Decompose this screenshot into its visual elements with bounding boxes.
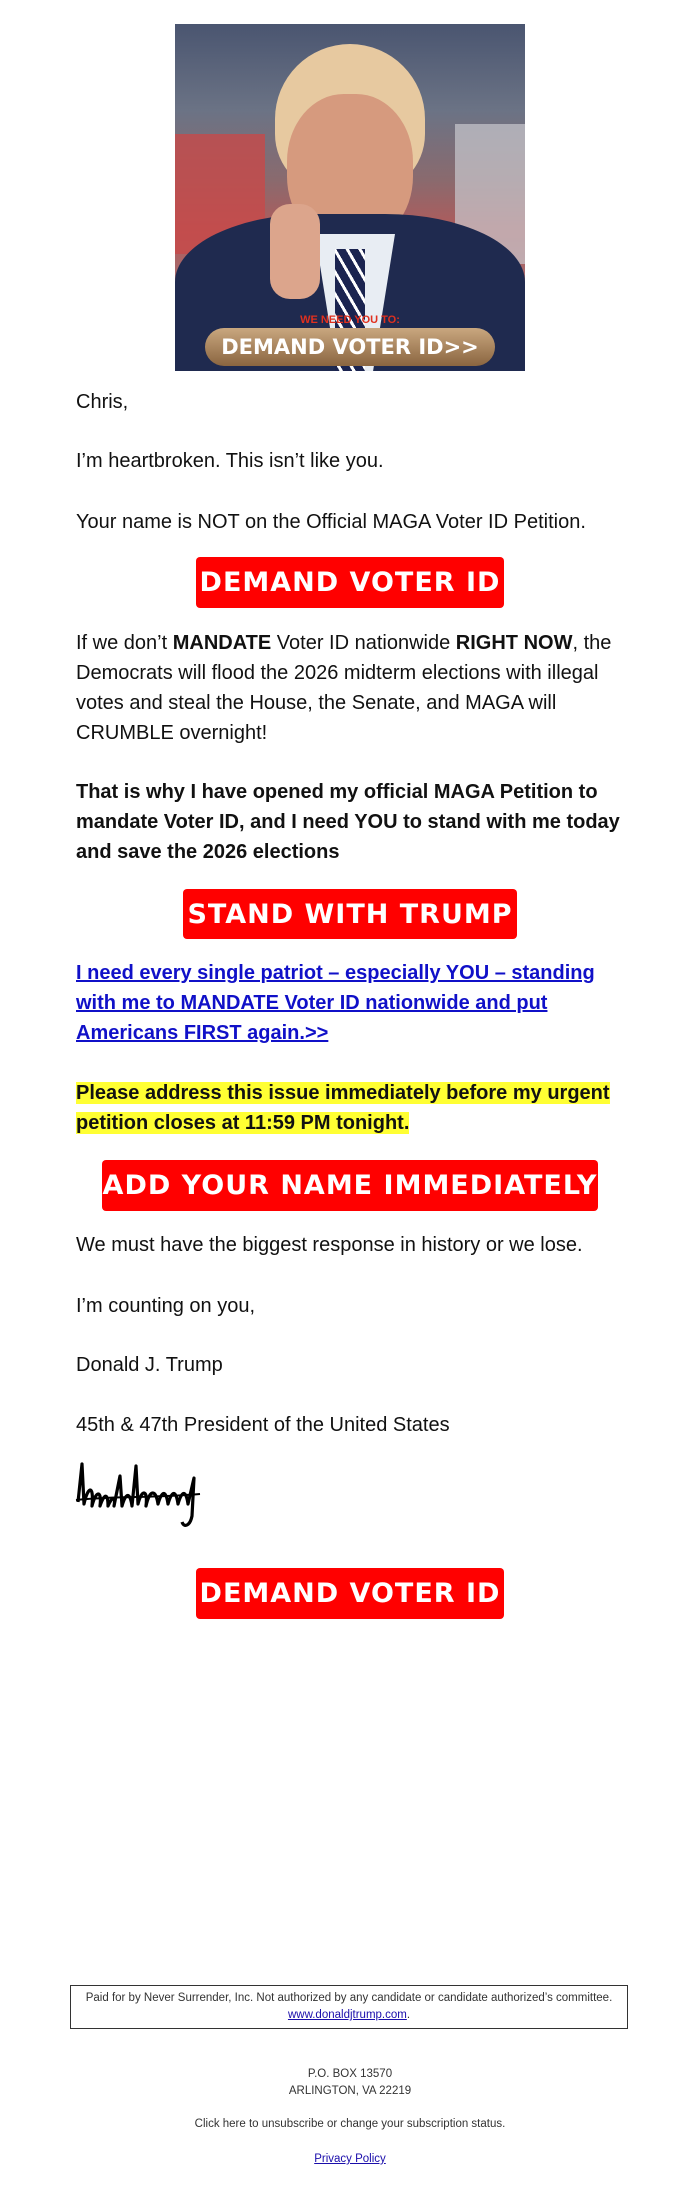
closing: I’m counting on you, xyxy=(76,1295,255,1317)
petition-link[interactable]: I need every single patriot – especially YOU – standing with me to MANDATE Voter ID nationwide and put Americans FIRST again.>> xyxy=(76,962,595,1044)
text: Voter ID nationwide xyxy=(271,632,456,654)
website-link[interactable]: www.donaldjtrump.com xyxy=(287,2009,407,2021)
paragraph: We must have the biggest response in history or we lose. xyxy=(76,1234,583,1256)
emphasis: MANDATE xyxy=(172,632,272,654)
disclaimer-box xyxy=(70,1985,628,2029)
add-your-name-button[interactable]: ADD YOUR NAME IMMEDIATELY xyxy=(102,1160,598,1211)
text: If we don’t xyxy=(76,632,173,654)
paragraph: I’m heartbroken. This isn’t like you. xyxy=(76,450,384,472)
hero-image[interactable] xyxy=(175,24,525,371)
address-line-2: ARLINGTON, VA 22219 xyxy=(288,2085,412,2097)
paragraph-mandate xyxy=(76,628,636,748)
punctuation: . xyxy=(406,2009,411,2021)
greeting: Chris, xyxy=(76,391,129,413)
disclaimer-text: Paid for by Never Surrender, Inc. Not authorized by any candidate or candidate authorized’s committee. xyxy=(85,1992,613,2004)
text: , the Democrats will flood the 2026 midterm elections with illegal votes and steal the House, the Senate, and MAGA will CRUMBLE overnight! xyxy=(76,632,612,744)
urgent-notice: Please address this issue immediately before my urgent petition closes at 11:59 PM tonight. xyxy=(76,1082,610,1134)
unsubscribe-link[interactable]: Click here to unsubscribe or change your subscription status. xyxy=(194,2118,506,2130)
address-line-1: P.O. BOX 13570 xyxy=(307,2068,393,2080)
stand-with-trump-button[interactable]: STAND WITH TRUMP xyxy=(183,889,517,939)
signature-image xyxy=(74,1456,214,1532)
demand-voter-id-button-bottom[interactable]: DEMAND VOTER ID xyxy=(196,1568,504,1619)
pointing-hand xyxy=(270,204,320,299)
demand-voter-id-button[interactable]: DEMAND VOTER ID xyxy=(196,557,504,608)
signer-title: 45th & 47th President of the United States xyxy=(76,1414,450,1436)
hero-overlay-button: DEMAND VOTER ID>> xyxy=(205,328,495,366)
hero-overlay-small: WE NEED YOU TO: xyxy=(300,314,400,326)
signer-name: Donald J. Trump xyxy=(76,1354,223,1376)
emphasis: RIGHT NOW xyxy=(455,632,573,654)
paragraph-petition: That is why I have opened my official MAGA Petition to mandate Voter ID, and I need YOU to stand with me today and save the 2026 elections xyxy=(76,781,620,863)
privacy-policy-link[interactable]: Privacy Policy xyxy=(314,2153,386,2165)
paragraph: Your name is NOT on the Official MAGA Voter ID Petition. xyxy=(76,511,586,533)
